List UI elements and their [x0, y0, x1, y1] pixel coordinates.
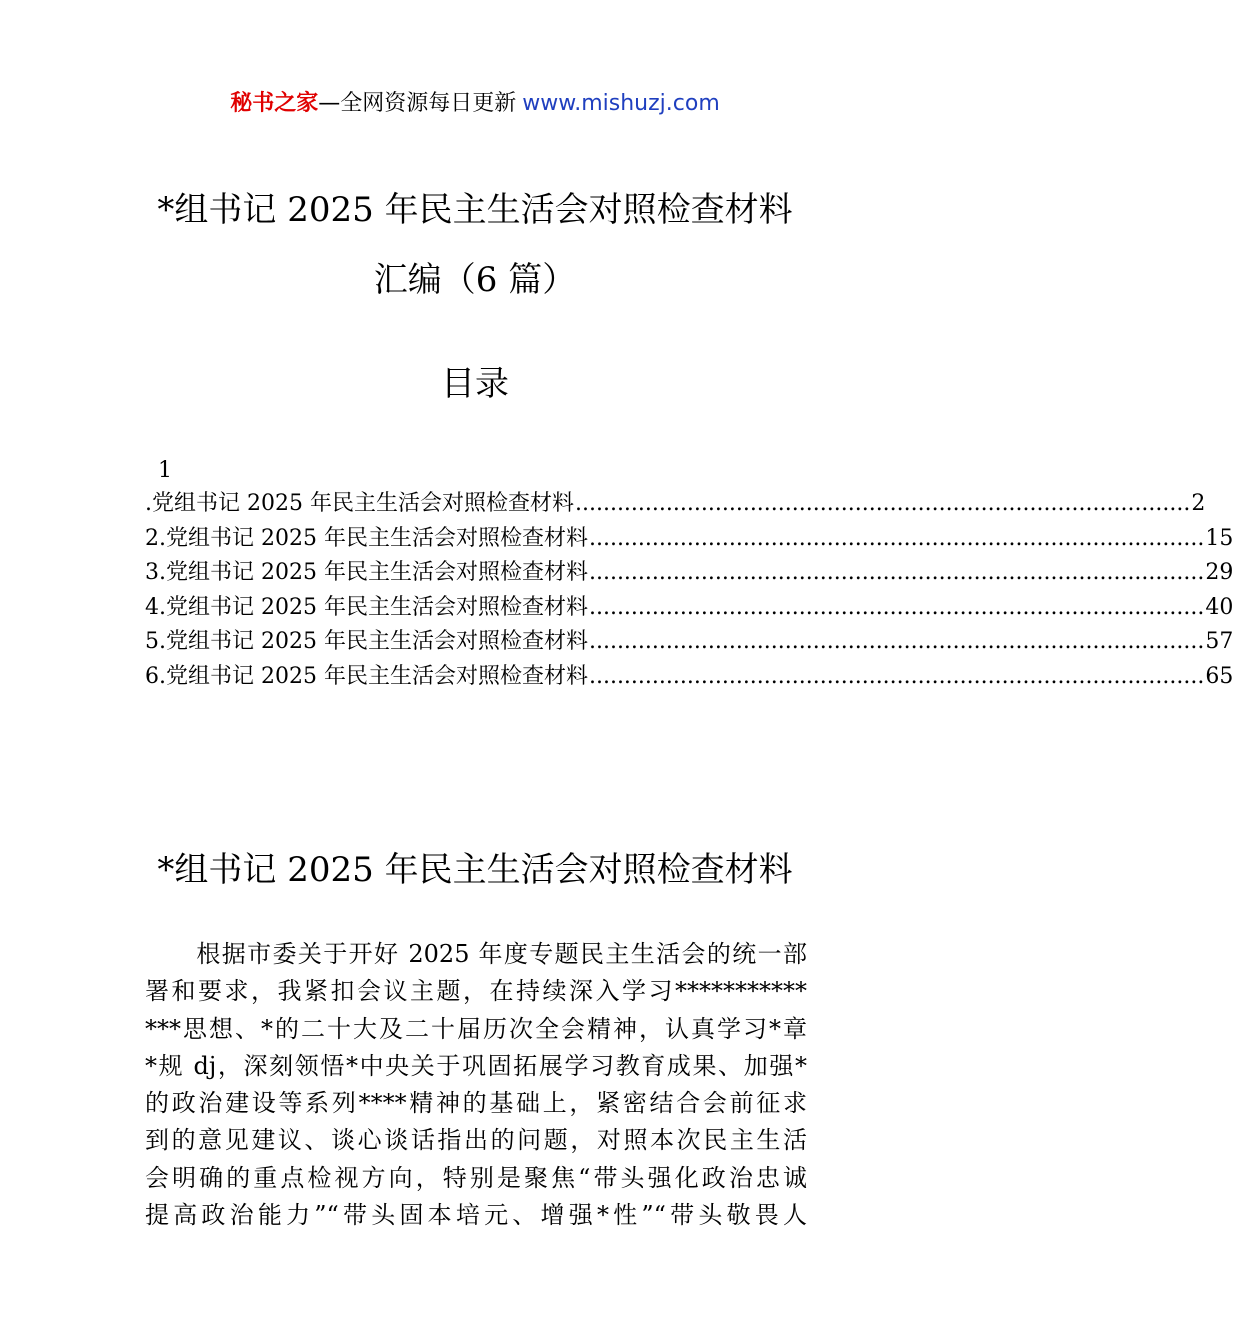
body-line	[145, 936, 807, 973]
toc-item-page: 57	[1205, 629, 1233, 654]
toc-dot-leader: ........................................................................................	[574, 491, 1191, 516]
toc-first-number: 1	[158, 458, 172, 483]
section-title: *组书记 2025 年民主生活会对照检查材料	[157, 850, 793, 890]
toc-item-page: 29	[1205, 560, 1233, 585]
toc-item[interactable]	[145, 591, 1233, 626]
body-line: 会明确的重点检视方向，特别是聚焦“带头强化政治忠诚	[145, 1163, 807, 1192]
toc-dot-leader: ........................................................................................	[588, 629, 1205, 654]
toc-item-text: 3.党组书记 2025 年民主生活会对照检查材料	[145, 560, 588, 585]
toc-item-text: 4.党组书记 2025 年民主生活会对照检查材料	[145, 594, 588, 620]
body-line: *规 dj，深刻领悟*中央关于巩固拓展学习教育成果、加强*	[145, 1051, 807, 1080]
toc-item-page: 40	[1205, 594, 1233, 620]
site-link[interactable]: www.mishuzj.com	[522, 91, 720, 116]
toc-item-text: .党组书记 2025 年民主生活会对照检查材料	[145, 491, 574, 516]
toc-item-page: 15	[1205, 525, 1233, 551]
section-body	[145, 936, 807, 1234]
toc-item[interactable]	[145, 556, 1233, 591]
toc-dot-leader: ........................................................................................	[588, 525, 1205, 551]
toc-item-page: 2	[1191, 491, 1206, 516]
brand-name: 秘书之家	[230, 91, 319, 116]
header-slogan: —全网资源每日更新	[318, 91, 517, 116]
toc-item-text: 5.党组书记 2025 年民主生活会对照检查材料	[145, 629, 588, 654]
toc-dot-leader: ........................................................................................	[588, 594, 1205, 620]
body-line: 署和要求，我紧扣会议主题，在持续深入学习***********	[145, 977, 807, 1006]
toc-dot-leader: ........................................................................................	[588, 560, 1205, 585]
toc-item-text: 6.党组书记 2025 年民主生活会对照检查材料	[145, 663, 588, 689]
toc-heading: 目录	[441, 364, 509, 404]
body-line: 到的意见建议、谈心谈话指出的问题，对照本次民主生活	[145, 1126, 807, 1155]
toc-item[interactable]	[145, 487, 1206, 522]
toc-dot-leader: ........................................................................................	[588, 663, 1205, 689]
document-title-line-2: 汇编（6 篇）	[373, 260, 577, 300]
toc-item[interactable]	[145, 660, 1233, 695]
body-line-text: 根据市委关于开好 2025 年度专题民主生活会的统一部	[195, 940, 807, 968]
body-line: ***思想、*的二十大及二十届历次全会精神，认真学习*章	[145, 1014, 807, 1043]
toc-item[interactable]	[145, 625, 1233, 660]
toc-list	[145, 487, 1233, 694]
toc-item[interactable]	[145, 522, 1233, 557]
body-line: 的政治建设等系列****精神的基础上，紧密结合会前征求	[145, 1089, 807, 1118]
document-title-line-1: *组书记 2025 年民主生活会对照检查材料	[157, 190, 793, 230]
toc-item-page: 65	[1205, 663, 1233, 689]
site-header	[0, 88, 950, 120]
body-line: 提高政治能力”“带头固本培元、增强*性”“带头敬畏人	[145, 1201, 807, 1230]
toc-item-text: 2.党组书记 2025 年民主生活会对照检查材料	[145, 525, 588, 551]
